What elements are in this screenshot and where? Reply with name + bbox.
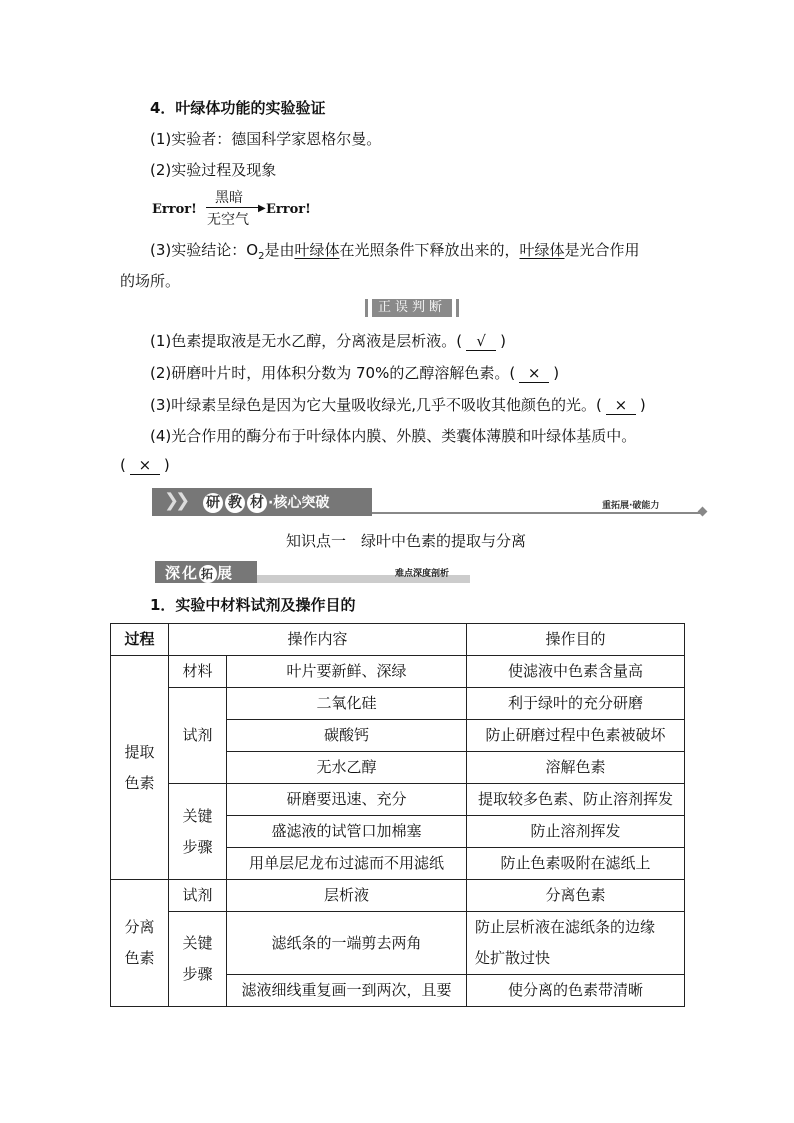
judge-q3: (3)叶绿素呈绿色是因为它大量吸收绿光,几乎不吸收其他颜色的光。( × ) [150,396,646,414]
table-row [111,656,685,688]
content-cell: 滤纸条的一端剪去两角 [227,912,467,975]
section-heading: 4．叶绿体功能的实验验证 [150,99,326,117]
content-cell: 用单层尼龙布过滤而不用滤纸 [227,848,467,880]
answer-mark: × [130,456,160,475]
purpose-cell: 利于绿叶的充分研磨 [467,688,685,720]
section-band-core: ❯❯ 研 教 材 ·核心突破 重拓展·破能力 [152,488,707,516]
answer-mark: √ [466,332,496,351]
content-cell: 无水乙醇 [227,752,467,784]
band-subtitle: 重拓展·破能力 [602,501,660,511]
category-key-steps: 关键 步骤 [169,784,227,880]
category-key-steps: 关键 步骤 [169,912,227,1007]
materials-table [110,623,685,1007]
section-band-deepen: 深化 拓 展 难点深度剖析 [155,561,470,583]
chevron-right-icon: ❯❯ [164,490,187,511]
reaction-arrow [206,207,262,208]
table-row [111,912,685,975]
category-reagent: 试剂 [169,688,227,784]
arrow-head-icon: ▶ [258,203,266,214]
error-left: Error! [152,202,197,217]
header-content: 操作内容 [169,624,467,656]
knowledge-title: 知识点一 绿叶中色素的提取与分离 [286,532,527,550]
content-cell: 滤液细线重复画一到两次，且要 [227,975,467,1007]
purpose-cell: 溶解色素 [467,752,685,784]
stage-separate: 分离 色素 [111,880,169,1007]
table-row [111,784,685,816]
stage-extract: 提取 色素 [111,656,169,880]
judge-q1: (1)色素提取液是无水乙醇，分离液是层析液。( √ ) [150,332,506,350]
judge-q2: (2)研磨叶片时，用体积分数为 70%的乙醇溶解色素。( × ) [150,364,560,382]
arrow-top-label: 黑暗 [215,190,243,206]
judge-q4: (4)光合作用的酶分布于叶绿体内膜、外膜、类囊体薄膜和叶绿体基质中。 [150,427,637,445]
answer-mark: × [519,364,549,383]
content-cell: 研磨要迅速、充分 [227,784,467,816]
band-subtitle: 难点深度剖析 [395,569,450,579]
content-cell: 二氧化硅 [227,688,467,720]
table-row [111,624,685,656]
purpose-cell: 使滤液中色素含量高 [467,656,685,688]
category-material: 材料 [169,656,227,688]
purpose-cell: 防止层析液在滤纸条的边缘 处扩散过快 [467,912,685,975]
category-reagent: 试剂 [169,880,227,912]
experimenter-line: (1)实验者：德国科学家恩格尔曼。 [150,130,382,148]
arrow-bottom-label: 无空气 [207,212,249,228]
table-heading: 1．实验中材料试剂及操作目的 [150,596,356,614]
judge-banner: 正误判断 [365,299,459,317]
header-process: 过程 [111,624,169,656]
purpose-cell: 使分离的色素带清晰 [467,975,685,1007]
table-row [111,688,685,720]
purpose-cell: 防止研磨过程中色素被破坏 [467,720,685,752]
error-right: Error! [266,202,311,217]
answer-mark: × [606,396,636,415]
purpose-cell: 提取较多色素、防止溶剂挥发 [467,784,685,816]
judge-q4-answer: ( × ) [120,456,170,474]
table-row [111,880,685,912]
conclusion-line: (3)实验结论：$O_2$是由叶绿体在光照条件下释放出来的，叶绿体是光合作用 [150,241,640,262]
purpose-cell: 防止色素吸附在滤纸上 [467,848,685,880]
process-heading: (2)实验过程及现象 [150,161,277,179]
conclusion-line-2: 的场所。 [120,272,181,290]
content-cell: 叶片要新鲜、深绿 [227,656,467,688]
header-purpose: 操作目的 [467,624,685,656]
content-cell: 盛滤液的试管口加棉塞 [227,816,467,848]
purpose-cell: 防止溶剂挥发 [467,816,685,848]
content-cell: 碳酸钙 [227,720,467,752]
content-cell: 层析液 [227,880,467,912]
diamond-icon [698,507,708,517]
purpose-cell: 分离色素 [467,880,685,912]
